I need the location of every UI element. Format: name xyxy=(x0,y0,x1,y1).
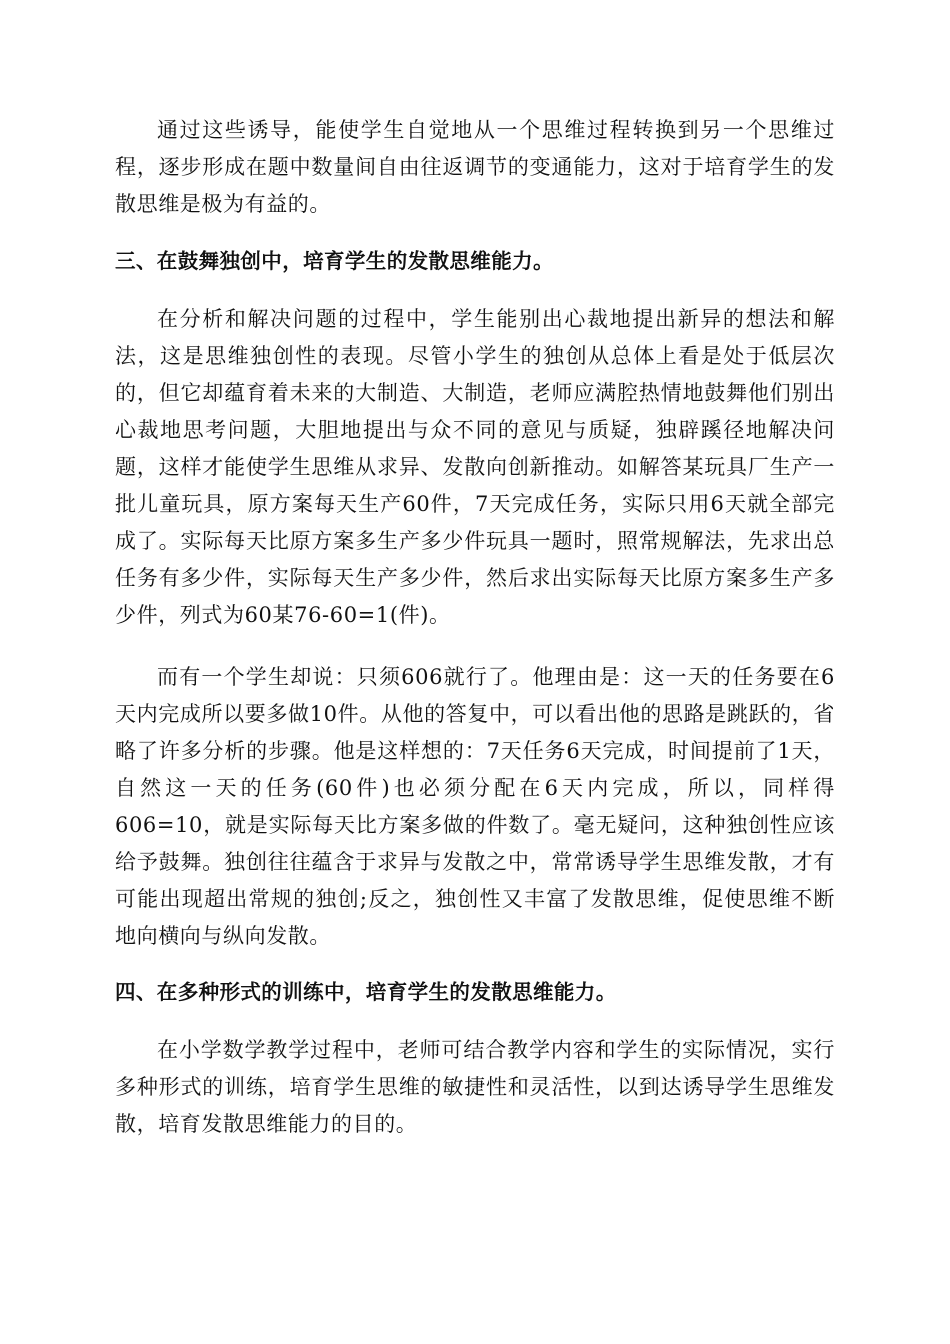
paragraph: 通过这些诱导，能使学生自觉地从一个思维过程转换到另一个思维过程，逐步形成在题中数量间自由往返调节的变通能力，这对于培育学生的发散思维是极为有益的。 xyxy=(115,118,835,216)
paragraph: 在小学数学教学过程中，老师可结合教学内容和学生的实际情况，实行多种形式的训练，培育学生思维的敏捷性和灵活性，以到达诱导学生思维发散，培育发散思维能力的目的。 xyxy=(115,1038,835,1136)
paragraph: 而有一个学生却说：只须606就行了。他理由是：这一天的任务要在6天内完成所以要多做10件。从他的答复中，可以看出他的思路是跳跃的，省略了许多分析的步骤。他是这样想的：7天任务6天完成，时间提前了1天，自然这一天的任务(60件)也必须分配在6天内完成，所以，同样得606=10，就是实际每天比方案多做的件数了。毫无疑问，这种独创性应该给予鼓舞。独创往往蕴含于求异与发散之中，常常诱导学生思维发散，才有可能出现超出常规的独创;反之，独创性又丰富了发散思维，促使思维不断地向横向与纵向发散。 xyxy=(115,665,835,948)
document-body xyxy=(115,112,835,1165)
paragraph: 在分析和解决问题的过程中，学生能别出心裁地提出新异的想法和解法，这是思维独创性的表现。尽管小学生的独创从总体上看是处于低层次的，但它却蕴育着未来的大制造、大制造，老师应满腔热情地鼓舞他们别出心裁地思考问题，大胆地提出与众不同的意见与质疑，独辟蹊径地解决问题，这样才能使学生思维从求异、发散向创新推动。如解答某玩具厂生产一批儿童玩具，原方案每天生产60件，7天完成任务，实际只用6天就全部完成了。实际每天比原方案多生产多少件玩具一题时，照常规解法，先求出总任务有多少件，实际每天生产多少件，然后求出实际每天比原方案多生产多少件，列式为60某76-60=1(件)。 xyxy=(115,307,835,627)
section-heading: 四、在多种形式的训练中，培育学生的发散思维能力。 xyxy=(115,980,617,1004)
section-heading: 三、在鼓舞独创中，培育学生的发散思维能力。 xyxy=(115,249,554,273)
